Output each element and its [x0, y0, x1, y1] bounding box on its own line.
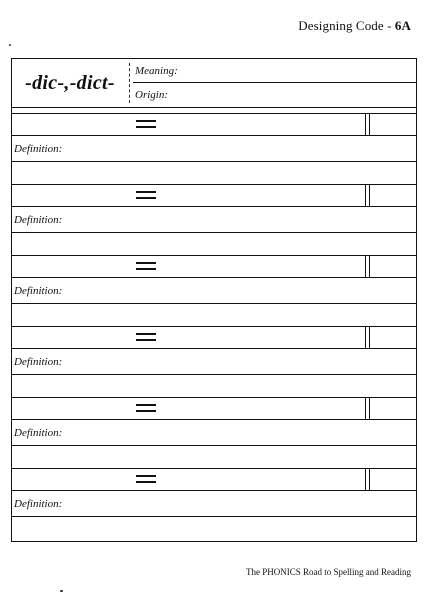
definition-row[interactable] [12, 349, 416, 375]
root-cell [12, 59, 128, 107]
root-word: -dic-,-dict- [25, 71, 115, 94]
divider-line [365, 185, 370, 206]
meaning-field[interactable] [133, 59, 416, 83]
word-entry-1 [12, 113, 416, 185]
word-entry-3 [12, 255, 416, 327]
equals-icon [136, 190, 156, 200]
equals-icon [136, 474, 156, 484]
origin-field[interactable] [133, 83, 416, 106]
definition-label: Definition: [14, 142, 63, 155]
word-entry-5 [12, 397, 416, 469]
definition-row[interactable] [12, 136, 416, 162]
definition-label: Definition: [14, 355, 63, 368]
word-entry-4 [12, 326, 416, 398]
word-row[interactable] [12, 184, 416, 207]
word-row[interactable] [12, 255, 416, 278]
definition-row[interactable] [12, 207, 416, 233]
word-row[interactable] [12, 397, 416, 420]
definition-row[interactable] [12, 278, 416, 304]
definition-blank-line[interactable] [12, 517, 416, 540]
scan-speck [9, 44, 11, 46]
definition-label: Definition: [14, 426, 63, 439]
definition-blank-line[interactable] [12, 375, 416, 398]
word-entry-6 [12, 468, 416, 540]
definition-blank-line[interactable] [12, 162, 416, 185]
word-entry-2 [12, 184, 416, 256]
page-title [298, 18, 411, 34]
definition-label: Definition: [14, 497, 63, 510]
title-divider [129, 63, 130, 103]
definition-blank-line[interactable] [12, 233, 416, 256]
divider-line [365, 256, 370, 277]
meaning-label: Meaning: [135, 64, 178, 77]
divider-line [365, 114, 370, 135]
page-code: 6A [394, 18, 411, 33]
definition-row[interactable] [12, 420, 416, 446]
definition-row[interactable] [12, 491, 416, 517]
word-row[interactable] [12, 468, 416, 491]
definition-label: Definition: [14, 284, 63, 297]
divider-line [365, 469, 370, 490]
scan-speck [60, 590, 63, 592]
word-row[interactable] [12, 326, 416, 349]
word-row[interactable] [12, 113, 416, 136]
equals-icon [136, 119, 156, 129]
origin-label: Origin: [135, 88, 168, 101]
equals-icon [136, 332, 156, 342]
footer-credit: The PHONICS Road to Spelling and Reading [246, 567, 411, 577]
definition-label: Definition: [14, 213, 63, 226]
divider-line [365, 327, 370, 348]
equals-icon [136, 261, 156, 271]
definition-blank-line[interactable] [12, 304, 416, 327]
equals-icon [136, 403, 156, 413]
worksheet-table [11, 58, 417, 542]
divider-line [365, 398, 370, 419]
page-title-text: Designing Code - [298, 18, 395, 33]
root-title-block [12, 59, 416, 108]
definition-blank-line[interactable] [12, 446, 416, 469]
